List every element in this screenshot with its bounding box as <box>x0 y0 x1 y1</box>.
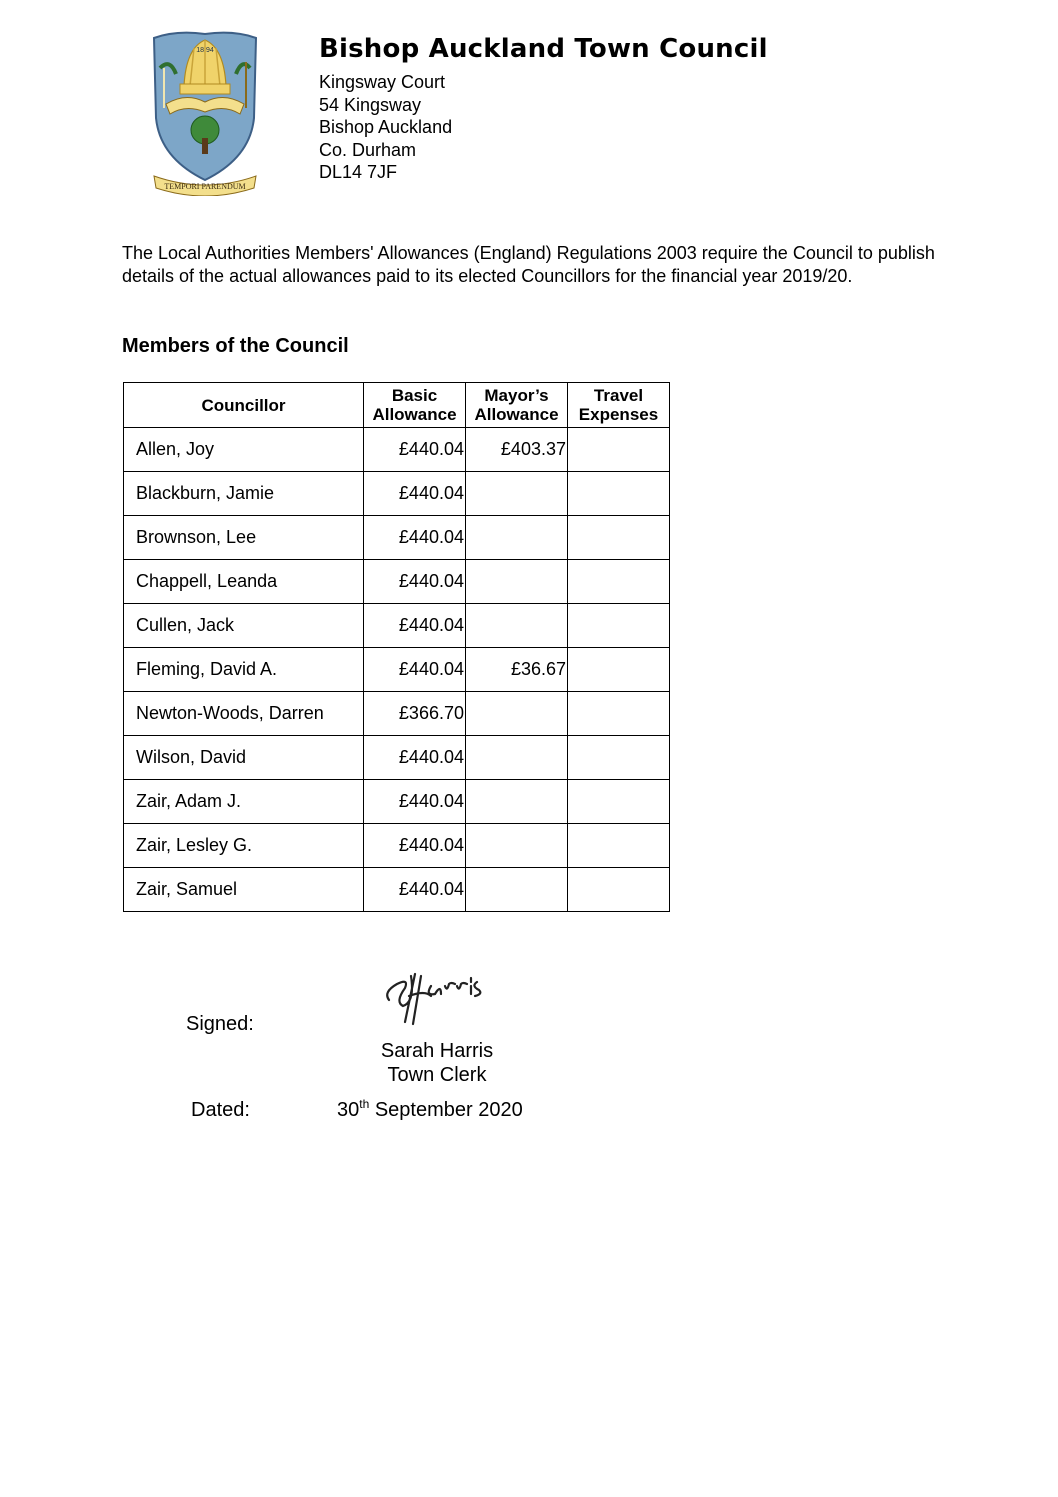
table-row <box>124 780 670 824</box>
mayors-allowance-cell <box>466 868 568 912</box>
header-basic-allowance: Basic Allowance <box>364 383 466 428</box>
table-header-row <box>124 383 670 428</box>
address-line: Kingsway Court <box>319 72 446 92</box>
table-row <box>124 736 670 780</box>
basic-allowance-cell: £440.04 <box>364 648 466 692</box>
intro-paragraph: The Local Authorities Members' Allowances (England) Regulations 2003 require the Council to publish details of the actual allowances paid to its elected Councillors for the financial year 2019/20. <box>122 243 935 286</box>
basic-allowance-cell: £440.04 <box>364 868 466 912</box>
mayors-allowance-cell <box>466 692 568 736</box>
mayors-allowance-cell <box>466 560 568 604</box>
mayors-allowance-cell <box>466 472 568 516</box>
basic-allowance-cell: £440.04 <box>364 780 466 824</box>
travel-expenses-cell <box>568 824 670 868</box>
basic-allowance-cell: £440.04 <box>364 736 466 780</box>
date-value: 30th September 2020 <box>337 1097 523 1121</box>
councillor-name: Zair, Lesley G. <box>124 824 364 868</box>
address-line: Co. Durham <box>319 139 417 160</box>
section-heading: Members of the Council <box>122 335 349 357</box>
address-line: Bishop Auckland <box>319 117 453 137</box>
basic-allowance-cell: £366.70 <box>364 692 466 736</box>
travel-expenses-cell <box>568 780 670 824</box>
mayors-allowance-cell <box>466 736 568 780</box>
mayors-allowance-cell <box>466 516 568 560</box>
basic-allowance-cell: £440.04 <box>364 824 466 868</box>
coat-of-arms-icon <box>146 28 264 196</box>
header-travel-expenses: Travel Expenses <box>568 383 670 428</box>
table-row <box>124 868 670 912</box>
basic-allowance-cell: £440.04 <box>364 472 466 516</box>
travel-expenses-cell <box>568 428 670 472</box>
mayors-allowance-cell <box>466 780 568 824</box>
signatory-name: Sarah Harris <box>380 1040 494 1062</box>
councillor-name: Fleming, David A. <box>124 648 364 692</box>
mayors-allowance-cell: £36.67 <box>466 648 568 692</box>
basic-allowance-cell: £440.04 <box>364 428 466 472</box>
councillor-name: Cullen, Jack <box>124 604 364 648</box>
mayors-allowance-cell: £403.37 <box>466 428 568 472</box>
councillor-name: Chappell, Leanda <box>124 560 364 604</box>
travel-expenses-cell <box>568 516 670 560</box>
council-address <box>319 71 452 184</box>
address-line: DL14 7JF <box>319 162 398 182</box>
travel-expenses-cell <box>568 472 670 516</box>
address-line: 54 Kingsway <box>319 94 422 115</box>
svg-text:18 94: 18 94 <box>196 47 214 54</box>
travel-expenses-cell <box>568 868 670 912</box>
travel-expenses-cell <box>568 648 670 692</box>
signed-label: Signed: <box>186 1013 254 1035</box>
basic-allowance-cell: £440.04 <box>364 604 466 648</box>
header-mayors-allowance: Mayor’s Allowance <box>466 383 568 428</box>
travel-expenses-cell <box>568 736 670 780</box>
councillor-name: Allen, Joy <box>124 428 364 472</box>
councillor-name: Newton-Woods, Darren <box>124 692 364 736</box>
allowances-table <box>123 382 670 912</box>
travel-expenses-cell <box>568 692 670 736</box>
basic-allowance-cell: £440.04 <box>364 516 466 560</box>
council-title: Bishop Auckland Town Council <box>319 34 768 64</box>
header-councillor: Councillor <box>124 383 364 428</box>
councillor-name: Zair, Samuel <box>124 868 364 912</box>
table-row <box>124 472 670 516</box>
mayors-allowance-cell <box>466 824 568 868</box>
signature-icon <box>375 962 495 1032</box>
mayors-allowance-cell <box>466 604 568 648</box>
travel-expenses-cell <box>568 560 670 604</box>
signatory-role: Town Clerk <box>387 1064 487 1086</box>
table-row <box>124 516 670 560</box>
councillor-name: Wilson, David <box>124 736 364 780</box>
table-row <box>124 824 670 868</box>
signatory <box>340 1039 534 1087</box>
basic-allowance-cell: £440.04 <box>364 560 466 604</box>
svg-text:TEMPORI PARENDUM: TEMPORI PARENDUM <box>164 182 246 191</box>
table-row <box>124 560 670 604</box>
table-row <box>124 428 670 472</box>
councillor-name: Brownson, Lee <box>124 516 364 560</box>
table-row <box>124 692 670 736</box>
travel-expenses-cell <box>568 604 670 648</box>
councillor-name: Zair, Adam J. <box>124 780 364 824</box>
dated-label: Dated: <box>191 1099 250 1121</box>
table-row <box>124 648 670 692</box>
councillor-name: Blackburn, Jamie <box>124 472 364 516</box>
table-row <box>124 604 670 648</box>
